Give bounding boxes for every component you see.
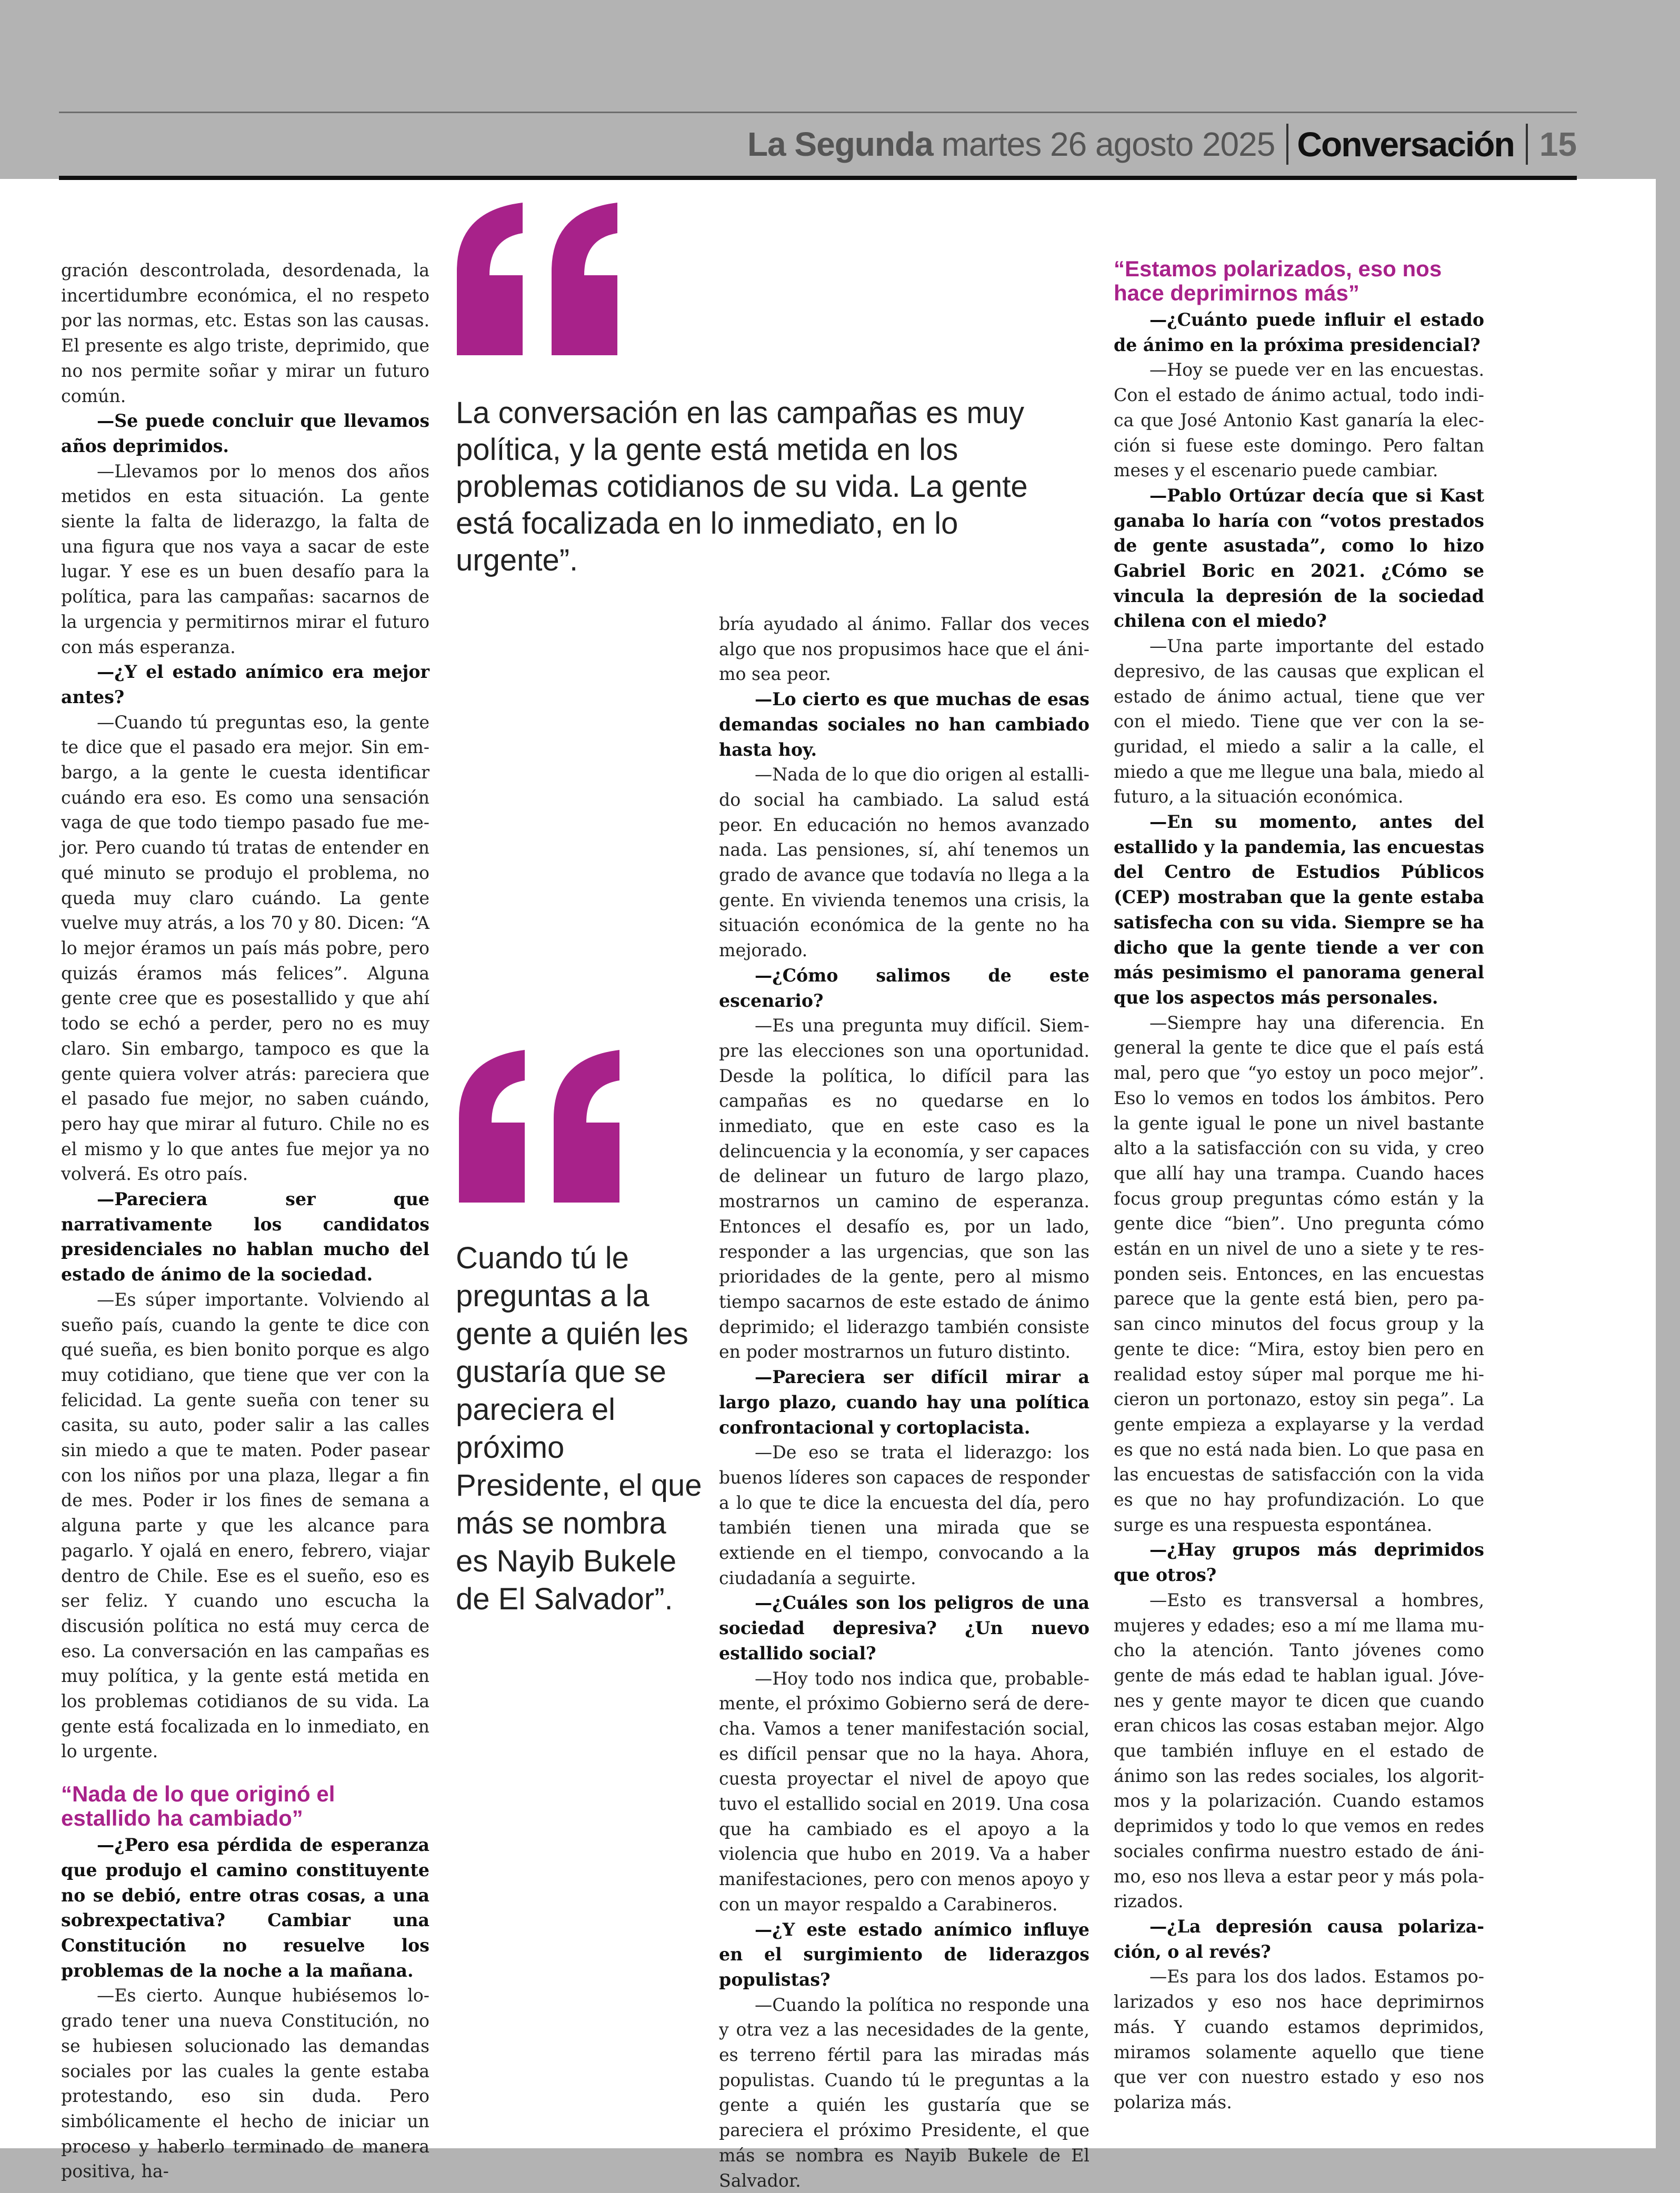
header-divider (1526, 124, 1528, 165)
paragraph: —Es cierto. Aunque hubiésemos logrado tener una nueva Constitución, no se hubiesen solucionado las demandas sociales por las cuales la gente estaba protestando, eso sin duda. Pero simbólicamente el hecho de iniciar un proceso y haberlo terminado de manera positiva, ha- (61, 1985, 429, 2182)
page-number: 15 (1539, 125, 1577, 163)
header-divider (1286, 124, 1288, 165)
page-header (59, 115, 1577, 174)
page-right-margin (1656, 179, 1680, 2148)
interview-question: —En su momento, antes del estallido y la pandemia, las encuestas del Centro de Estudios Públicos (CEP) mostraban que la gente estaba satisfecha con su vida. Siempre se ha dicho que la gente tiende a ver con más pesimismo el panorama general que los aspectos más personales. (1114, 812, 1484, 1008)
paragraph: —Es súper importante. Volviendo al sueño país, cuando la gente te dice con qué sueña, es bien bonito porque es algo muy cotidiano, que tiene que ver con la felicidad. La gente sueña con tener su casita, su auto, poder salir a las calles sin miedo a que te maten. Poder pasear con los niños por una plaza, llegar a fin de mes. Poder ir los fines de semana a alguna parte y que les alcance para pagarlo. Y ojalá en enero, febrero, viajar dentro de Chile. Ese es el sueño, eso es ser feliz. Y cuando uno escucha la discusión política no está muy cerca de eso. La conversación en las campañas es muy política, y la gente está metida en los problemas cotidianos de su vida. La gente está focalizada en lo inmediato, en lo urgente. (61, 1289, 429, 1762)
article-column-1 (61, 258, 429, 2184)
paragraph: —Hoy todo nos indica que, probablemente, el próximo Gobierno será de derecha. Vamos a tener manifestación social, es difícil pensar que no la haya. Ahora, cuesta proyectar el nivel de apoyo que tuvo el estallido social en 2019. Una cosa que ha cambiado es el apoyo a la violencia que hubo en 2019. Va a haber manifestaciones, pero con menos apoyo y con un mayor respaldo a Carabineros. (719, 1668, 1089, 1915)
paragraph: —Una parte importante del estado depresivo, de las causas que explican el estado de ánimo actual, tiene que ver con el miedo. Tiene que ver con la seguridad, el miedo a salir a la calle, el miedo a que me llegue una bala, miedo al futuro, a la situación económica. (1114, 636, 1484, 807)
interview-question: —¿Cuánto puede influir el estado de ánimo en la próxima presidencial? (1114, 309, 1484, 355)
interview-question: —Se puede concluir que llevamos años deprimidos. (61, 410, 429, 456)
paragraph: —Es una pregunta muy difícil. Siempre las elecciones son una oportunidad. Desde la política, lo difícil para las campañas es no quedarse en lo inmediato, que en este caso es la delincuencia y la economía, y ser capaces de delinear un futuro de largo plazo, mostrarnos un camino de esperanza. Entonces el desafío es, por un lado, responder a las urgencias, que son las prioridades de la gente, pero al mismo tiempo sacarnos de este estado de ánimo deprimido; el liderazgo también consiste en poder mostrarnos un futuro distinto. (719, 1015, 1089, 1363)
pull-quote-2: Cuando tú le preguntas a la gente a quién les gustaría que se pareciera el próximo Presidente, el que más se nombra es Nayib Bukele de El Salvador”. (456, 1241, 702, 1616)
issue-date: martes 26 agosto 2025 (941, 125, 1275, 163)
subheading: “Nada de lo que originó el estallido ha cambiado” (61, 1781, 335, 1831)
interview-question: —¿Y este estado anímico influye en el surgimiento de liderazgos populistas? (719, 1919, 1089, 1990)
interview-question: —Pareciera ser que narrativamente los candidatos presidenciales no hablan mucho del estado de ánimo de la sociedad. (61, 1189, 429, 1285)
paragraph: —Llevamos por lo menos dos años metidos en esta situación. La gente siente la falta de liderazgo, la falta de una figura que nos vaya a sacar de este lugar. Y ese es un buen desafío para la política, para las campañas: sacarnos de la urgencia y permitirnos mirar el futuro con más esperanza. (61, 460, 429, 657)
paragraph: —Esto es transversal a hombres, mujeres y edades; eso a mí me llama mucho la atención. Tanto jóvenes como gente de más edad te hablan igual. Jóvenes y gente mayor te dicen que cuando eran chicos las cosas estaban mejor. Algo que también influye en el estado de ánimo son las redes sociales, los algoritmos y la polarización. Cuando estamos deprimidos y todo lo que vemos en redes sociales confirma nuestro estado de ánimo, eso nos lleva a estar peor y más polarizados. (1114, 1589, 1484, 1912)
interview-question: —¿Cómo salimos de este escenario? (719, 965, 1089, 1011)
subheading: “Estamos polarizados, eso nos hace deprimirnos más” (1114, 256, 1442, 305)
interview-question: —Pareciera ser difícil mirar a largo plazo, cuando hay una política confrontacional y cortoplacista. (719, 1367, 1089, 1438)
paragraph: bría ayudado al ánimo. Fallar dos veces algo que nos propusimos hace que el ánimo sea peor. (719, 614, 1089, 685)
article-column-3 (1114, 257, 1484, 2115)
article-column-2 (719, 612, 1089, 2193)
paragraph: —Nada de lo que dio origen al estallido social ha cambiado. La salud está peor. En educación no hemos avanzado nada. Las pensiones, sí, ahí tenemos un grado de avance que todavía no llega a la gente. En vivienda tenemos una crisis, la situación económica de la gente no ha mejorado. (719, 764, 1089, 961)
paragraph: —De eso se trata el liderazgo: los buenos líderes son capaces de responder a lo que te dice la encuesta del día, pero también tienen una mirada que se extiende en el tiempo, convocando a la ciudadanía a seguirte. (719, 1442, 1089, 1588)
interview-question: —¿Y el estado anímico era mejor antes? (61, 662, 429, 707)
paragraph: —Siempre hay una diferencia. En general la gente te dice que el país está mal, pero que “yo estoy un poco mejor”. Eso lo vemos en todos los ámbitos. Pero la gente igual le pone un nivel bastante alto a la satisfacción con su vida, y creo que allí hay una trampa. Cuando haces focus group preguntas cómo están y la gente dice “bien”. Uno pregunta cómo están en un nivel de uno a siete y te responden seis. Entonces, en las encuestas parece que la gente está bien, pero pasan cinco minutos del focus group y la gente te dice: “Mira, estoy bien pero en realidad estoy súper mal porque me hicieron un portonazo, estoy sin pega”. La gente empieza a explayarse y la verdad es que no está nada bien. Lo que pasa en las encuestas de satisfacción con la vida es que no hay profundización. Lo que surge es una respuesta espontánea. (1114, 1012, 1484, 1535)
section-name: Conversación (1297, 125, 1514, 164)
interview-question: —¿Hay grupos más deprimidos que otros? (1114, 1539, 1484, 1586)
interview-question: —¿Cuáles son los peligros de una sociedad depresiva? ¿Un nuevo estallido social? (719, 1593, 1089, 1664)
paragraph: —Hoy se puede ver en las encuestas. Con el estado de ánimo actual, todo indica que José Antonio Kast ganaría la elección si fuese este domingo. Pero faltan meses y el escenario puede cambiar. (1114, 359, 1484, 481)
interview-question: —Pablo Ortúzar decía que si Kast ganaba lo haría con “votos prestados de gente asustada”, como lo hizo Gabriel Boric en 2021. ¿Cómo se vincula la depresión de la sociedad chilena con el miedo? (1114, 485, 1484, 632)
quotation-mark-icon (459, 1050, 627, 1203)
header-bottom-rule (59, 176, 1577, 180)
quotation-mark-icon (457, 203, 625, 355)
paragraph: —Cuando la política no responde una y otra vez a las necesidades de la gente, es terreno fértil para las miradas más populistas. Cuando tú le preguntas a la gente a quién les gustaría que se pareciera el próximo Presidente, el que más se nombra es Nayib Bukele de El Salvador. (719, 1994, 1089, 2191)
publication-name: La Segunda (747, 125, 933, 163)
interview-question: —¿La depresión causa polarización, o al revés? (1114, 1916, 1484, 1962)
interview-question: —¿Pero esa pérdida de esperanza que produjo el camino constituyente no se debió, entre otras cosas, a una sobrexpectativa? Cambiar una Constitución no resuelve los problemas de la noche a la mañana. (61, 1835, 429, 1981)
paragraph: gración descontrolada, desordenada, la incertidumbre económica, el no respeto por las normas, etc. Estas son las causas. El presente es algo triste, deprimido, que no nos permite soñar y mirar un futuro común. (61, 260, 429, 406)
interview-question: —Lo cierto es que muchas de esas demandas sociales no han cambiado hasta hoy. (719, 689, 1089, 760)
header-top-rule (59, 112, 1577, 113)
paragraph: —Es para los dos lados. Estamos polarizados y eso nos hace deprimirnos más. Y cuando estamos deprimidos, miramos solamente aquello que tiene que ver con nuestro estado y eso nos polariza más. (1114, 1966, 1484, 2112)
paragraph: —Cuando tú preguntas eso, la gente te dice que el pasado era mejor. Sin embargo, a la gente le cuesta identificar cuándo era eso. Es como una sensación vaga de que todo tiempo pasado fue mejor. Pero cuando tú tratas de entender en qué minuto se produjo el problema, no queda muy claro cuándo. La gente vuelve muy atrás, a los 70 y 80. Dicen: “A lo mejor éramos un país más pobre, pero quizás éramos más felices”. Alguna gente cree que es posestallido y que ahí todo se echó a perder, pero no es muy claro. Sin embargo, tampoco es que la gente quiera volver atrás: pareciera que el pasado fue mejor, no saben cuándo, pero hay que mirar al futuro. Chile no es el mismo y lo que antes fue mejor ya no volverá. Es otro país. (61, 712, 429, 1185)
pull-quote-1: La conversación en las campañas es muy política, y la gente está metida en los problemas cotidianos de su vida. La gente está focalizada en lo inmediato, en lo urgente”. (456, 396, 1028, 577)
